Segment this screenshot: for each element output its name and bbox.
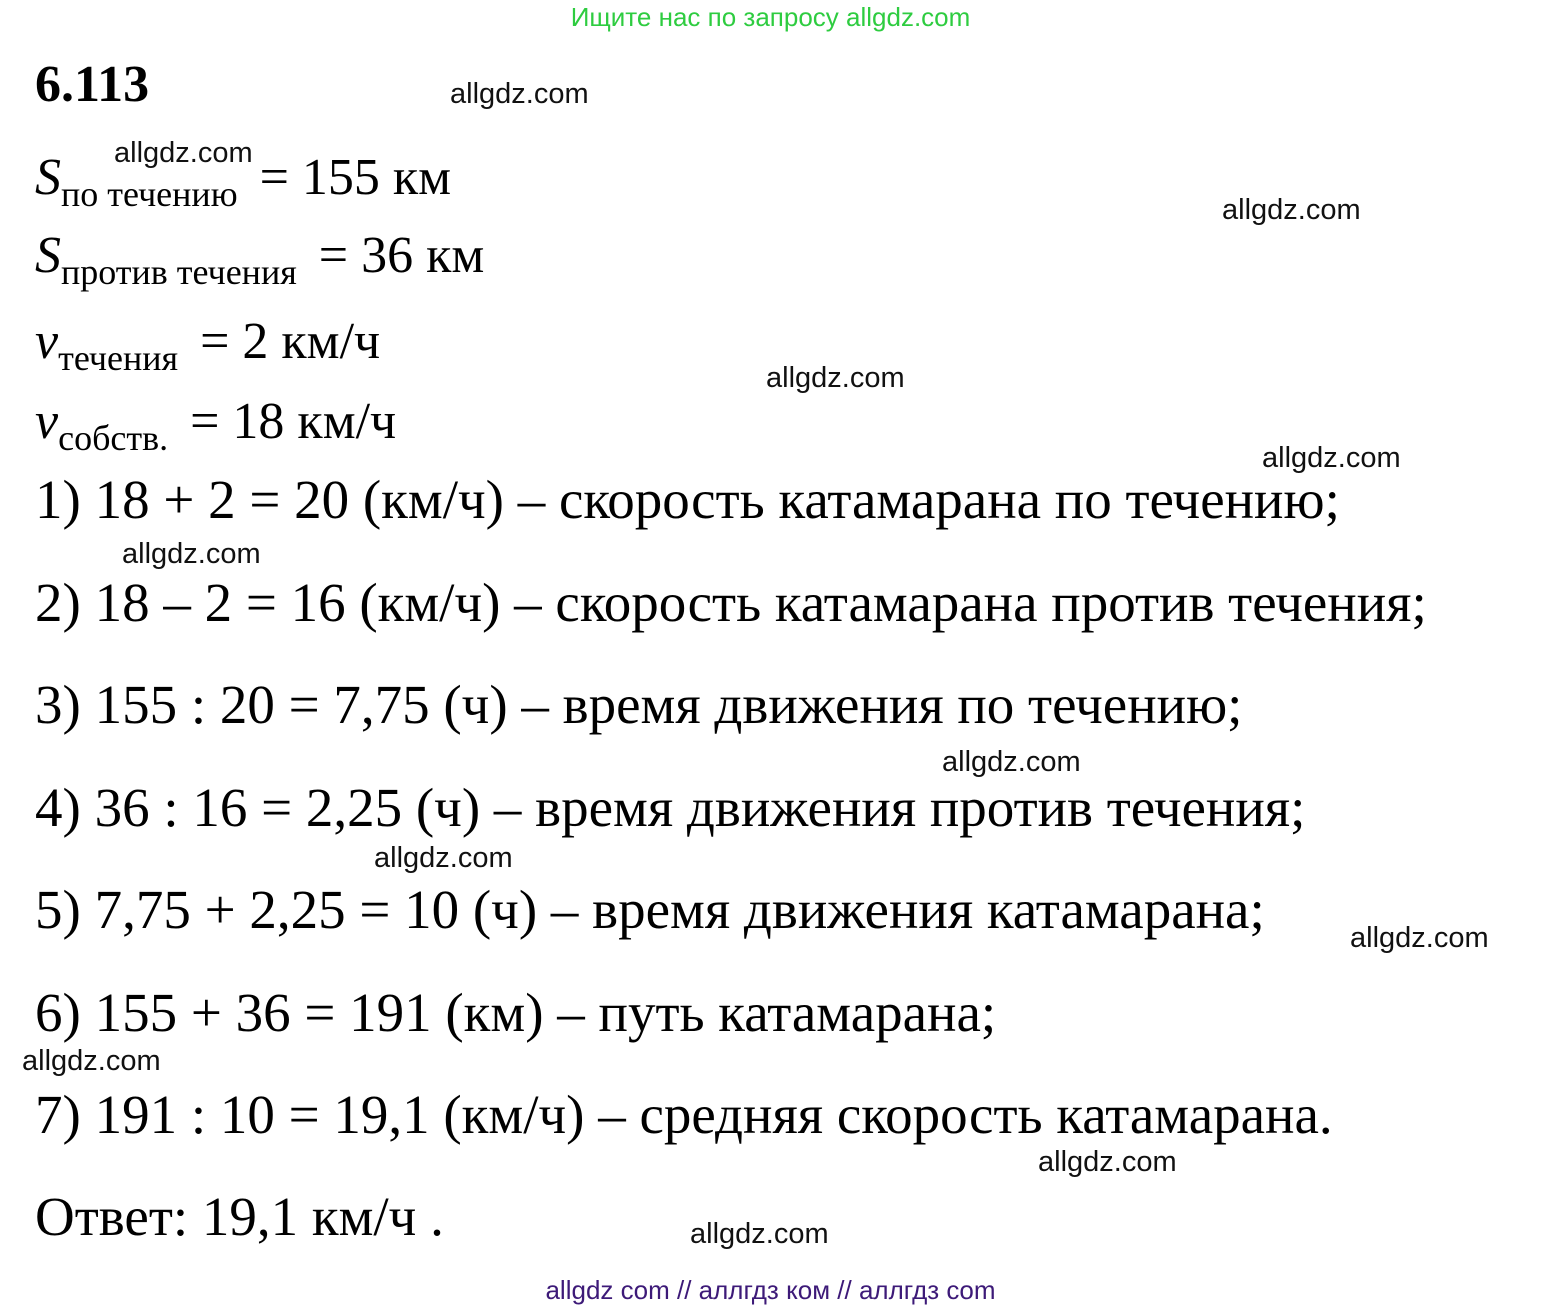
- watermark: allgdz.com: [450, 78, 589, 110]
- symbol: S: [35, 227, 61, 284]
- search-banner: Ищите нас по запросу allgdz.com: [570, 2, 971, 32]
- symbol: S: [35, 149, 61, 206]
- symbol: v: [35, 393, 59, 450]
- given-current-speed: [35, 312, 380, 379]
- solution-step: 5) 7,75 + 2,25 = 10 (ч) – время движения катамарана;: [35, 879, 1265, 940]
- given-own-speed: [35, 392, 396, 459]
- subscript: против течения: [61, 252, 297, 292]
- watermark: allgdz.com: [690, 1218, 829, 1250]
- watermark: allgdz.com: [22, 1045, 161, 1077]
- subscript: по течению: [61, 174, 238, 214]
- watermark: allgdz.com: [1038, 1146, 1177, 1178]
- footer-watermark: allgdz com // аллгдз ком // аллгдз com: [545, 1275, 996, 1305]
- problem-number: 6.113: [35, 56, 150, 113]
- value: = 2 км/ч: [200, 313, 381, 370]
- watermark: allgdz.com: [374, 842, 513, 874]
- watermark: allgdz.com: [1262, 442, 1401, 474]
- watermark: allgdz.com: [942, 746, 1081, 778]
- watermark: allgdz.com: [1222, 194, 1361, 226]
- watermark: allgdz.com: [122, 538, 261, 570]
- value: = 155 км: [259, 149, 452, 206]
- subscript: течения: [58, 338, 179, 378]
- watermark: allgdz.com: [114, 137, 253, 169]
- watermark: allgdz.com: [1350, 922, 1489, 954]
- solution-step: 3) 155 : 20 = 7,75 (ч) – время движения по течению;: [35, 674, 1243, 735]
- value: = 18 км/ч: [190, 393, 397, 450]
- watermark: allgdz.com: [766, 362, 905, 394]
- subscript: собств.: [58, 418, 169, 458]
- value: = 36 км: [318, 227, 485, 284]
- solution-step: 2) 18 – 2 = 16 (км/ч) – скорость катамарана против течения;: [35, 572, 1427, 633]
- symbol: v: [35, 313, 59, 370]
- solution-step: 7) 191 : 10 = 19,1 (км/ч) – средняя скорость катамарана.: [35, 1084, 1333, 1145]
- solution-step: 6) 155 + 36 = 191 (км) – путь катамарана;: [35, 982, 997, 1043]
- solution-step: 4) 36 : 16 = 2,25 (ч) – время движения против течения;: [35, 777, 1306, 838]
- given-distance-upstream: [35, 226, 484, 293]
- solution-step: 1) 18 + 2 = 20 (км/ч) – скорость катамарана по течению;: [35, 469, 1340, 530]
- answer: Ответ: 19,1 км/ч .: [35, 1186, 444, 1247]
